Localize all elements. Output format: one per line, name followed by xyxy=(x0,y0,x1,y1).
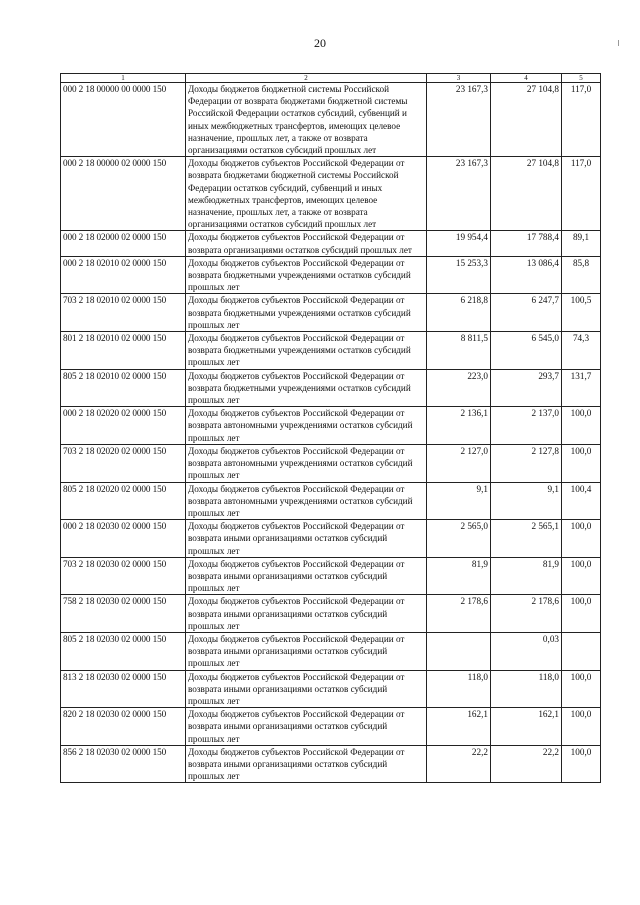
value-col3-cell: 23 167,3 xyxy=(427,157,491,231)
description-cell: Доходы бюджетов субъектов Российской Федерации от возврата организациями остатков субсидий прошлых лет xyxy=(186,231,427,256)
value-col5-cell: 100,0 xyxy=(562,745,601,783)
margin-mark xyxy=(618,40,619,46)
value-col4-cell: 2 565,1 xyxy=(491,520,562,558)
value-col5-cell: 131,7 xyxy=(562,369,601,407)
code-cell: 000 2 18 02000 02 0000 150 xyxy=(61,231,186,256)
table-row xyxy=(61,670,601,708)
description-cell: Доходы бюджетов субъектов Российской Федерации от возврата бюджетными учреждениями остатков субсидий прошлых лет xyxy=(186,332,427,370)
table-row xyxy=(61,332,601,370)
value-col5-cell: 117,0 xyxy=(562,157,601,231)
column-header-5: 5 xyxy=(562,74,601,83)
value-col3-cell: 162,1 xyxy=(427,708,491,746)
value-col4-cell: 118,0 xyxy=(491,670,562,708)
value-col3-cell: 23 167,3 xyxy=(427,83,491,157)
code-cell: 000 2 18 02010 02 0000 150 xyxy=(61,256,186,294)
table-row xyxy=(61,595,601,633)
description-cell: Доходы бюджетов субъектов Российской Федерации от возврата иными организациями остатков субсидий прошлых лет xyxy=(186,520,427,558)
value-col3-cell: 9,1 xyxy=(427,482,491,520)
table-row xyxy=(61,231,601,256)
table-body xyxy=(61,83,601,783)
description-cell: Доходы бюджетов субъектов Российской Федерации от возврата иными организациями остатков субсидий прошлых лет xyxy=(186,557,427,595)
value-col4-cell: 27 104,8 xyxy=(491,157,562,231)
value-col4-cell: 22,2 xyxy=(491,745,562,783)
code-cell: 000 2 18 02030 02 0000 150 xyxy=(61,520,186,558)
value-col5-cell: 100,0 xyxy=(562,708,601,746)
column-header-2: 2 xyxy=(186,74,427,83)
value-col4-cell: 162,1 xyxy=(491,708,562,746)
value-col5-cell: 74,3 xyxy=(562,332,601,370)
value-col5-cell: 85,8 xyxy=(562,256,601,294)
description-cell: Доходы бюджетов субъектов Российской Федерации от возврата иными организациями остатков субсидий прошлых лет xyxy=(186,670,427,708)
code-cell: 820 2 18 02030 02 0000 150 xyxy=(61,708,186,746)
description-cell: Доходы бюджетов субъектов Российской Федерации от возврата бюджетными учреждениями остатков субсидий прошлых лет xyxy=(186,294,427,332)
code-cell: 000 2 18 00000 00 0000 150 xyxy=(61,83,186,157)
value-col3-cell: 2 127,0 xyxy=(427,444,491,482)
table-row xyxy=(61,557,601,595)
column-header-4: 4 xyxy=(491,74,562,83)
value-col3-cell: 118,0 xyxy=(427,670,491,708)
value-col3-cell: 19 954,4 xyxy=(427,231,491,256)
code-cell: 801 2 18 02010 02 0000 150 xyxy=(61,332,186,370)
value-col3-cell: 81,9 xyxy=(427,557,491,595)
value-col5-cell: 100,5 xyxy=(562,294,601,332)
table-row xyxy=(61,407,601,445)
description-cell: Доходы бюджетов субъектов Российской Федерации от возврата иными организациями остатков субсидий прошлых лет xyxy=(186,745,427,783)
table-row xyxy=(61,745,601,783)
value-col3-cell: 2 136,1 xyxy=(427,407,491,445)
code-cell: 805 2 18 02020 02 0000 150 xyxy=(61,482,186,520)
table-row xyxy=(61,256,601,294)
value-col4-cell: 13 086,4 xyxy=(491,256,562,294)
column-header-1: 1 xyxy=(61,74,186,83)
table-row xyxy=(61,83,601,157)
table-row xyxy=(61,482,601,520)
value-col4-cell: 27 104,8 xyxy=(491,83,562,157)
table-row xyxy=(61,294,601,332)
value-col4-cell: 6 247,7 xyxy=(491,294,562,332)
value-col4-cell: 0,03 xyxy=(491,632,562,670)
value-col5-cell: 89,1 xyxy=(562,231,601,256)
value-col4-cell: 6 545,0 xyxy=(491,332,562,370)
table-row xyxy=(61,369,601,407)
value-col4-cell: 9,1 xyxy=(491,482,562,520)
description-cell: Доходы бюджетов субъектов Российской Федерации от возврата бюджетами бюджетной системы Российской Федерации остатков субсидий, субвенций и иных межбюджетных трансфертов, имеющих целевое назначение, прошлых лет, а также от возврата организациями остатков субсидий прошлых лет xyxy=(186,157,427,231)
value-col3-cell: 8 811,5 xyxy=(427,332,491,370)
code-cell: 856 2 18 02030 02 0000 150 xyxy=(61,745,186,783)
column-header-3: 3 xyxy=(427,74,491,83)
description-cell: Доходы бюджетов субъектов Российской Федерации от возврата бюджетными учреждениями остатков субсидий прошлых лет xyxy=(186,256,427,294)
value-col3-cell: 223,0 xyxy=(427,369,491,407)
description-cell: Доходы бюджетов субъектов Российской Федерации от возврата автономными учреждениями остатков субсидий прошлых лет xyxy=(186,407,427,445)
value-col4-cell: 293,7 xyxy=(491,369,562,407)
code-cell: 703 2 18 02020 02 0000 150 xyxy=(61,444,186,482)
value-col4-cell: 2 178,6 xyxy=(491,595,562,633)
value-col3-cell: 22,2 xyxy=(427,745,491,783)
description-cell: Доходы бюджетов субъектов Российской Федерации от возврата автономными учреждениями остатков субсидий прошлых лет xyxy=(186,444,427,482)
value-col5-cell: 100,0 xyxy=(562,557,601,595)
value-col5-cell xyxy=(562,632,601,670)
value-col3-cell: 2 565,0 xyxy=(427,520,491,558)
value-col5-cell: 100,0 xyxy=(562,407,601,445)
table-row xyxy=(61,444,601,482)
column-number-row xyxy=(61,74,601,83)
code-cell: 805 2 18 02010 02 0000 150 xyxy=(61,369,186,407)
code-cell: 000 2 18 02020 02 0000 150 xyxy=(61,407,186,445)
value-col5-cell: 100,0 xyxy=(562,670,601,708)
value-col3-cell: 2 178,6 xyxy=(427,595,491,633)
value-col3-cell xyxy=(427,632,491,670)
value-col4-cell: 17 788,4 xyxy=(491,231,562,256)
value-col4-cell: 81,9 xyxy=(491,557,562,595)
value-col5-cell: 100,0 xyxy=(562,520,601,558)
value-col4-cell: 2 127,8 xyxy=(491,444,562,482)
value-col4-cell: 2 137,0 xyxy=(491,407,562,445)
value-col3-cell: 15 253,3 xyxy=(427,256,491,294)
table-row xyxy=(61,632,601,670)
value-col3-cell: 6 218,8 xyxy=(427,294,491,332)
value-col5-cell: 100,0 xyxy=(562,595,601,633)
description-cell: Доходы бюджетов субъектов Российской Федерации от возврата иными организациями остатков субсидий прошлых лет xyxy=(186,708,427,746)
code-cell: 758 2 18 02030 02 0000 150 xyxy=(61,595,186,633)
table-row xyxy=(61,520,601,558)
table-row xyxy=(61,708,601,746)
description-cell: Доходы бюджетов субъектов Российской Федерации от возврата иными организациями остатков субсидий прошлых лет xyxy=(186,632,427,670)
description-cell: Доходы бюджетов бюджетной системы Российской Федерации от возврата бюджетами бюджетной системы Российской Федерации остатков субсидий, субвенций и иных межбюджетных трансфертов, имеющих целевое назначение, прошлых лет, а также от возврата организациями остатков субсидий прошлых лет xyxy=(186,83,427,157)
code-cell: 000 2 18 00000 02 0000 150 xyxy=(61,157,186,231)
description-cell: Доходы бюджетов субъектов Российской Федерации от возврата иными организациями остатков субсидий прошлых лет xyxy=(186,595,427,633)
value-col5-cell: 117,0 xyxy=(562,83,601,157)
table-row xyxy=(61,157,601,231)
description-cell: Доходы бюджетов субъектов Российской Федерации от возврата бюджетными учреждениями остатков субсидий прошлых лет xyxy=(186,369,427,407)
page-number: 20 xyxy=(314,36,326,50)
value-col5-cell: 100,4 xyxy=(562,482,601,520)
value-col5-cell: 100,0 xyxy=(562,444,601,482)
description-cell: Доходы бюджетов субъектов Российской Федерации от возврата автономными учреждениями остатков субсидий прошлых лет xyxy=(186,482,427,520)
code-cell: 805 2 18 02030 02 0000 150 xyxy=(61,632,186,670)
budget-revenue-table xyxy=(60,73,601,783)
code-cell: 703 2 18 02030 02 0000 150 xyxy=(61,557,186,595)
code-cell: 703 2 18 02010 02 0000 150 xyxy=(61,294,186,332)
code-cell: 813 2 18 02030 02 0000 150 xyxy=(61,670,186,708)
